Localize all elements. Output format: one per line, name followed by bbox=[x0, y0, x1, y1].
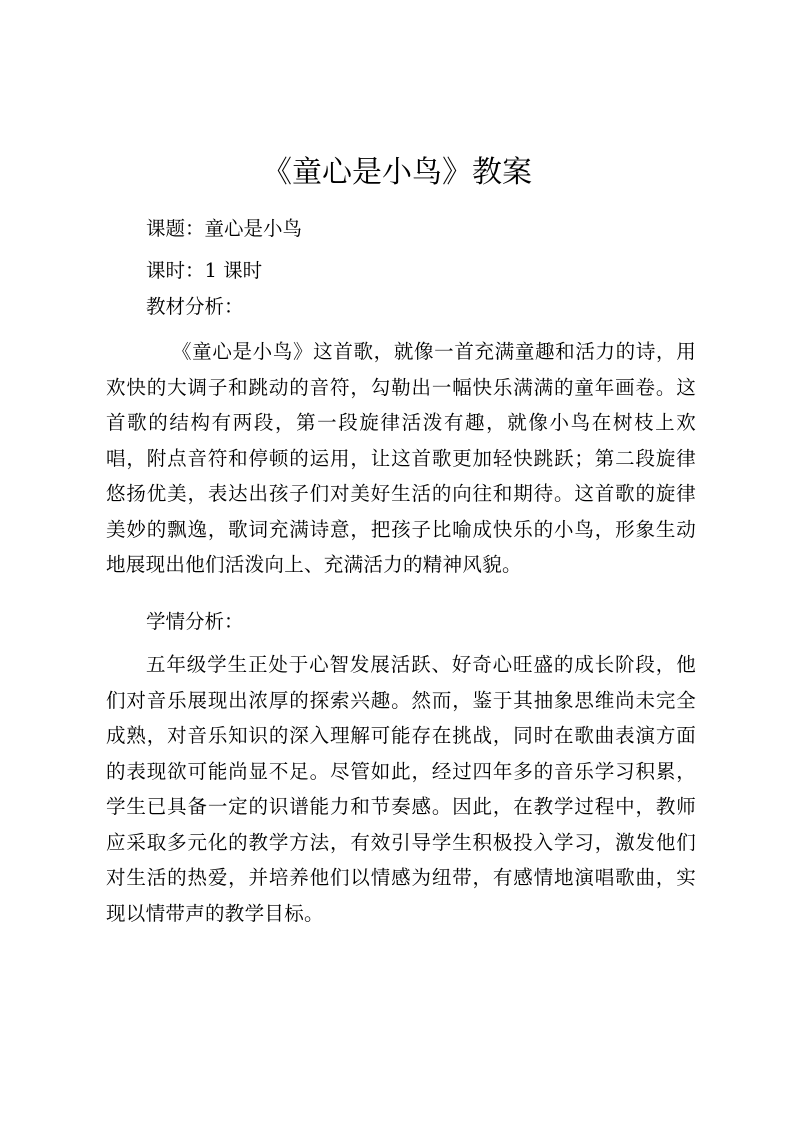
student-analysis-paragraph: 五年级学生正处于心智发展活跃、好奇心旺盛的成长阶段，他们对音乐展现出浓厚的探索兴趣。然而，鉴于其抽象思维尚未完全成熟，对音乐知识的深入理解可能存在挑战，同时在歌曲表演方面的表现欲可能尚显不足。尽管如此，经过四年多的音乐学习积累，学生已具备一定的识谱能力和节奏感。因此，在教学过程中，教师应采取多元化的教学方法，有效引导学生积极投入学习，激发他们对生活的热爱，并培养他们以情感为纽带，有感情地演唱歌曲，实现以情带声的教学目标。 bbox=[106, 653, 696, 925]
topic-line: 课题：童心是小鸟 bbox=[146, 217, 303, 240]
student-analysis-heading: 学情分析： bbox=[146, 610, 244, 633]
period-line: 课时：1 课时 bbox=[146, 259, 263, 282]
material-analysis-paragraph: 《童心是小鸟》这首歌，就像一首充满童趣和活力的诗，用欢快的大调子和跳动的音符，勾勒出一幅快乐满满的童年画卷。这首歌的结构有两段，第一段旋律活泼有趣，就像小鸟在树枝上欢唱，附点音符和停顿的运用，让这首歌更加轻快跳跃；第二段旋律悠扬优美，表达出孩子们对美好生活的向往和期待。这首歌的旋律美妙的飘逸，歌词充满诗意，把孩子比喻成快乐的小鸟，形象生动地展现出他们活泼向上、充满活力的精神风貌。 bbox=[106, 340, 696, 576]
document-title: 《童心是小鸟》教案 bbox=[262, 155, 532, 190]
material-analysis-heading: 教材分析： bbox=[146, 295, 244, 318]
